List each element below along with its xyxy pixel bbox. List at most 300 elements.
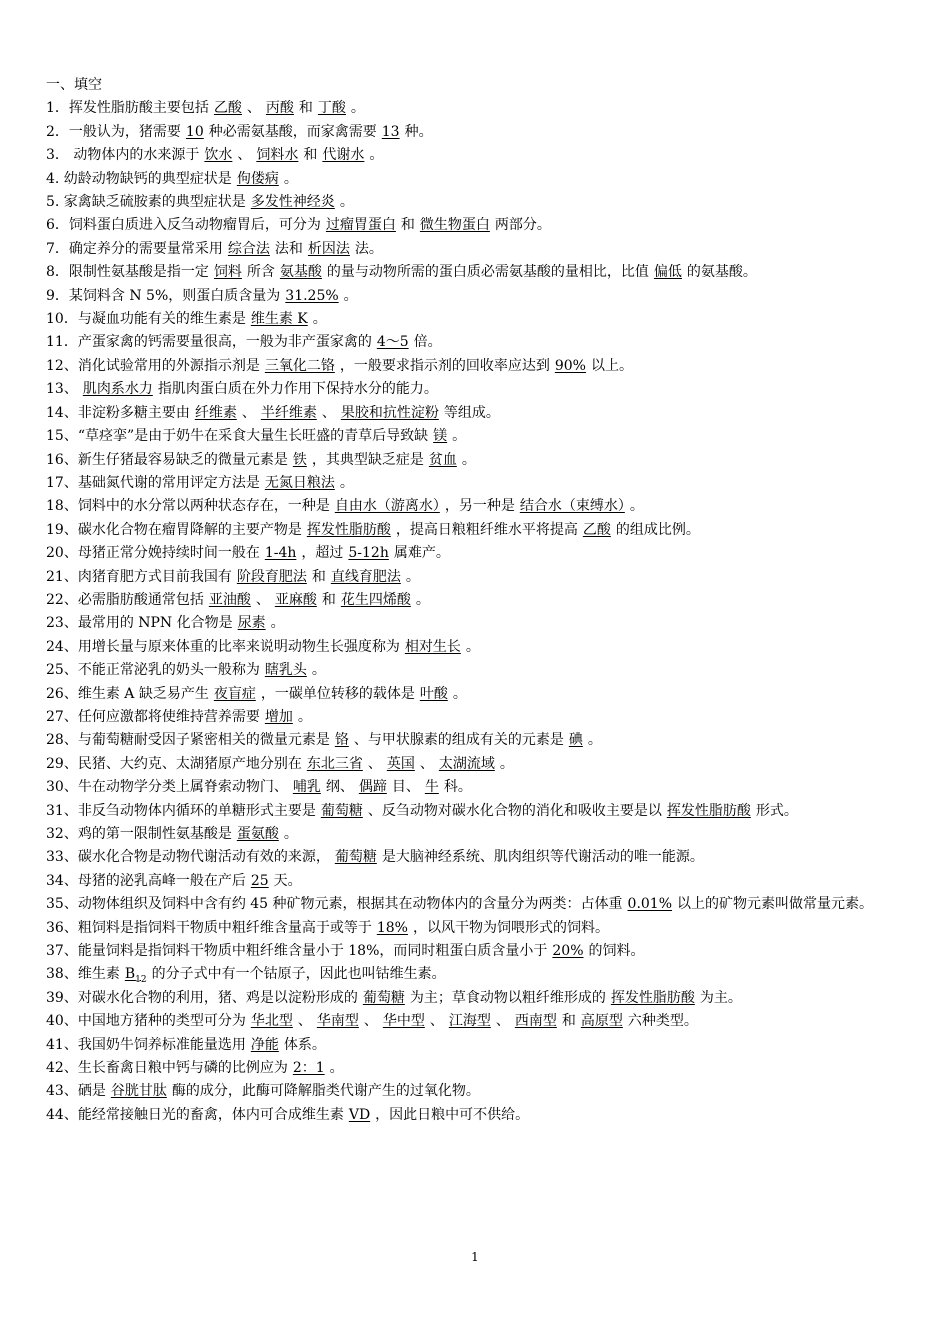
question-text: 。 bbox=[452, 685, 467, 702]
question-text: 纲、 bbox=[325, 779, 354, 796]
fill-blank-item bbox=[46, 214, 904, 237]
question-text: 。 bbox=[405, 568, 420, 585]
answer-text: 果胶和抗性淀粉 bbox=[340, 404, 439, 421]
answer-text: 尿素 bbox=[237, 615, 266, 632]
question-text: 的分子式中有一个钴原子，因此也叫钴维生素。 bbox=[151, 966, 446, 983]
answer-blank bbox=[106, 1083, 172, 1099]
answer-blank bbox=[232, 569, 312, 585]
question-text: 2．一般认为，猪需要 bbox=[46, 123, 181, 140]
question-text: 。 bbox=[312, 311, 327, 328]
question-text: ，其典型缺乏症是 bbox=[311, 451, 424, 468]
answer-text: 结合水（束缚水） bbox=[519, 498, 625, 515]
question-text: 34、母猪的泌乳高峰一般在产后 bbox=[46, 872, 246, 889]
question-text: 的组成比例。 bbox=[615, 521, 700, 538]
answer-text: 镁 bbox=[433, 428, 448, 445]
answer-blank bbox=[428, 428, 452, 444]
question-text: 和 bbox=[303, 147, 318, 164]
question-text: 。 bbox=[329, 1060, 344, 1077]
fill-blank-item bbox=[46, 519, 904, 542]
answer-blank bbox=[326, 569, 406, 585]
answer-blank bbox=[372, 920, 413, 936]
answer-blank bbox=[424, 452, 462, 468]
question-text: 30、牛在动物学分类上属脊索动物门、 bbox=[46, 779, 288, 796]
answer-blank bbox=[261, 100, 299, 116]
question-text: ，另一种是 bbox=[444, 498, 515, 515]
question-text: 、 bbox=[419, 755, 434, 772]
fill-blank-item bbox=[46, 776, 904, 799]
question-text: 。 bbox=[339, 194, 354, 211]
question-text: 、 bbox=[321, 404, 336, 421]
answer-text: VD bbox=[348, 1106, 371, 1123]
answer-blank bbox=[316, 803, 368, 819]
question-text: 种必需氨基酸，而家禽需要 bbox=[208, 123, 377, 140]
answer-text: 纤维素 bbox=[194, 404, 237, 421]
answer-text: 哺乳 bbox=[292, 779, 321, 796]
question-text: 38、维生素 bbox=[46, 966, 120, 983]
answer-blank bbox=[246, 1013, 298, 1029]
answer-blank bbox=[270, 592, 322, 608]
answer-blank bbox=[288, 1060, 330, 1076]
question-text: 、 bbox=[237, 147, 252, 164]
question-text: 7．确定养分的需要量常采用 bbox=[46, 240, 223, 257]
answer-blank bbox=[344, 1107, 375, 1123]
fill-blank-item bbox=[46, 495, 904, 518]
answer-text: 太湖流域 bbox=[438, 755, 495, 772]
answer-text: 增加 bbox=[264, 708, 293, 725]
answer-blank bbox=[354, 779, 392, 795]
question-text: 1．挥发性脂肪酸主要包括 bbox=[46, 100, 209, 117]
answer-text: 挥发性脂肪酸 bbox=[666, 802, 751, 819]
question-text: ，提高日粮粗纤维水平将提高 bbox=[395, 521, 578, 538]
question-text: 和 bbox=[321, 591, 336, 608]
question-text: 37、能量饲料是指饲料干物质中粗纤维含量小于 18%，而同时粗蛋白质含量小于 bbox=[46, 943, 548, 960]
question-text: 是大脑神经系统、肌肉组织等代谢活动的唯一能源。 bbox=[381, 849, 704, 866]
question-text: ，一碳单位转移的载体是 bbox=[260, 685, 415, 702]
answer-text: 江海型 bbox=[448, 1013, 491, 1030]
answer-blank bbox=[209, 686, 261, 702]
answer-text: 偶蹄 bbox=[358, 779, 387, 796]
answer-text: 饲料 bbox=[213, 264, 242, 281]
question-text: 26、维生素 A 缺乏易产生 bbox=[46, 685, 209, 702]
answer-text: 丁酸 bbox=[317, 100, 346, 117]
answer-text: 2：1 bbox=[292, 1060, 325, 1077]
fill-blank-item bbox=[46, 144, 904, 167]
question-text: 以上。 bbox=[590, 357, 633, 374]
section-heading: 一、填空 bbox=[46, 77, 102, 93]
answer-blank bbox=[246, 311, 313, 327]
question-text: 23、最常用的 NPN 化合物是 bbox=[46, 615, 233, 632]
answer-text: 葡萄糖 bbox=[334, 849, 377, 866]
answer-blank bbox=[420, 779, 444, 795]
answer-blank bbox=[382, 756, 420, 772]
question-text: 六种类型。 bbox=[627, 1013, 698, 1030]
answer-blank bbox=[302, 522, 396, 538]
question-text: 28、与葡萄糖耐受因子紧密相关的微量元素是 bbox=[46, 732, 330, 749]
question-text: 、 bbox=[367, 755, 382, 772]
fill-blank-item bbox=[46, 659, 904, 682]
question-text: 3． 动物体内的水来源于 bbox=[46, 147, 200, 164]
answer-blank bbox=[434, 756, 500, 772]
question-text: ，以风干物为饲喂形式的饲料。 bbox=[412, 919, 609, 936]
answer-text: 饲料水 bbox=[256, 147, 299, 164]
answer-blank bbox=[246, 1037, 284, 1053]
question-text: 。 bbox=[415, 591, 430, 608]
fill-blank-item bbox=[46, 472, 904, 495]
question-text: 5. 家禽缺乏硫胺素的典型症状是 bbox=[46, 194, 246, 211]
question-text: 。 bbox=[452, 428, 467, 445]
answer-text: 4～5 bbox=[376, 334, 409, 351]
question-text: 种。 bbox=[404, 123, 433, 140]
question-text: 。 bbox=[283, 170, 298, 187]
answer-text: 谷胱甘肽 bbox=[110, 1083, 167, 1100]
answer-text: 牛 bbox=[424, 779, 439, 796]
question-text: 和 bbox=[400, 217, 415, 234]
answer-blank bbox=[246, 194, 340, 210]
answer-text: 铬 bbox=[334, 732, 349, 749]
question-text: 25、不能正常泌乳的奶头一般称为 bbox=[46, 662, 260, 679]
answer-blank bbox=[232, 826, 284, 842]
question-text: 44、能经常接触日光的畜禽，体内可合成维生素 bbox=[46, 1106, 344, 1123]
question-text: 。 bbox=[311, 662, 326, 679]
question-text: 和 bbox=[298, 100, 313, 117]
answer-text: 氨基酸 bbox=[279, 264, 322, 281]
question-text: 指肌肉蛋白质在外力作用下保持水分的能力。 bbox=[157, 381, 438, 398]
fill-blank-item bbox=[46, 121, 904, 144]
fill-blank-item bbox=[46, 963, 904, 986]
question-text: 32、鸡的第一限制性氨基酸是 bbox=[46, 826, 232, 842]
answer-blank bbox=[330, 732, 354, 748]
answer-blank bbox=[251, 147, 303, 163]
fill-blank-item bbox=[46, 1057, 904, 1080]
question-text: 的量与动物所需的蛋白质必需氨基酸的量相比，比值 bbox=[326, 264, 649, 281]
question-text: 所含 bbox=[246, 264, 275, 281]
question-text: 天。 bbox=[273, 872, 302, 889]
question-text: 。 bbox=[339, 474, 354, 491]
answer-text: 挥发性脂肪酸 bbox=[610, 989, 695, 1006]
question-text: ，一般要求指示剂的回收率应达到 bbox=[339, 357, 550, 374]
answer-blank bbox=[515, 498, 630, 514]
question-text: 8．限制性氨基酸是指一定 bbox=[46, 264, 209, 281]
question-text: 11．产蛋家禽的钙需要量很高，一般为非产蛋家禽的 bbox=[46, 334, 372, 351]
answer-blank bbox=[378, 1013, 430, 1029]
answer-blank bbox=[223, 241, 275, 257]
answer-blank bbox=[232, 171, 284, 187]
answer-blank bbox=[358, 990, 410, 1006]
question-text: 22、必需脂肪酸通常包括 bbox=[46, 591, 204, 608]
answer-blank bbox=[288, 779, 326, 795]
question-text: 16、新生仔猪最容易缺乏的微量元素是 bbox=[46, 451, 288, 468]
fill-blank-item bbox=[46, 940, 904, 963]
answer-text: 半纤维素 bbox=[260, 404, 317, 421]
answer-blank bbox=[547, 943, 588, 959]
answer-blank bbox=[260, 662, 312, 678]
fill-blank-item bbox=[46, 378, 904, 401]
answer-text: 10 bbox=[185, 123, 204, 140]
answer-text: 0.01% bbox=[627, 896, 673, 913]
question-text: 。 bbox=[499, 755, 514, 772]
fill-blank-item bbox=[46, 542, 904, 565]
answer-text: 叶酸 bbox=[419, 685, 448, 702]
answer-blank bbox=[317, 147, 369, 163]
question-text: ，因此日粮中可不供给。 bbox=[375, 1106, 530, 1123]
question-text: 法和 bbox=[274, 240, 303, 257]
question-text: 31、非反刍动物体内循环的单糖形式主要是 bbox=[46, 802, 316, 819]
question-text: 、 bbox=[429, 1013, 444, 1030]
answer-text: 佝偻病 bbox=[236, 170, 279, 187]
answer-blank bbox=[662, 803, 756, 819]
answer-blank bbox=[343, 545, 393, 561]
question-text: 、反刍动物对碳水化合物的消化和吸收主要是以 bbox=[367, 802, 662, 819]
answer-text: 葡萄糖 bbox=[362, 989, 405, 1006]
answer-blank bbox=[256, 405, 322, 421]
answer-blank bbox=[78, 381, 158, 397]
answer-text: 华中型 bbox=[382, 1013, 425, 1030]
answer-blank bbox=[312, 1013, 364, 1029]
question-text: 10．与凝血功能有关的维生素是 bbox=[46, 311, 246, 328]
fill-blank-item bbox=[46, 238, 904, 261]
answer-text: 华南型 bbox=[316, 1013, 359, 1030]
fill-blank-item bbox=[46, 1034, 904, 1057]
fill-blank-item bbox=[46, 636, 904, 659]
answer-text: 直线育肥法 bbox=[330, 568, 401, 585]
question-text: 43、硒是 bbox=[46, 1083, 106, 1100]
answer-blank bbox=[209, 264, 247, 280]
answer-text: 瞎乳头 bbox=[264, 662, 307, 679]
question-text: 属难产。 bbox=[393, 545, 450, 562]
question-text: 39、对碳水化合物的利用，猪、鸡是以淀粉形成的 bbox=[46, 989, 358, 1006]
question-text: 4. 幼龄动物缺钙的典型症状是 bbox=[46, 170, 232, 187]
answer-text: 25 bbox=[250, 872, 269, 889]
answer-text: 维生素 K bbox=[250, 311, 308, 328]
question-text: 和 bbox=[311, 568, 326, 585]
answer-text: 18% bbox=[376, 919, 408, 936]
question-text: 。 bbox=[461, 451, 476, 468]
question-text: 42、生长畜禽日粮中钙与磷的比例应为 bbox=[46, 1060, 288, 1077]
question-text: ，超过 bbox=[301, 545, 344, 562]
fill-blank-item bbox=[46, 168, 904, 191]
answer-blank bbox=[623, 896, 677, 912]
answer-text: 东北三省 bbox=[306, 755, 363, 772]
fill-blank-item bbox=[46, 402, 904, 425]
question-text: 9．某饲料含 N 5%，则蛋白质含量为 bbox=[46, 287, 281, 304]
answer-blank bbox=[372, 334, 414, 350]
question-text: 。 bbox=[297, 708, 312, 725]
answer-text: 高原型 bbox=[580, 1013, 623, 1030]
question-text: 形式。 bbox=[755, 802, 798, 819]
answer-text: 净能 bbox=[250, 1036, 279, 1053]
answer-blank bbox=[415, 217, 495, 233]
question-text: 27、任何应激都将使维持营养需要 bbox=[46, 708, 260, 725]
question-text: 法。 bbox=[354, 240, 383, 257]
fill-blank-item bbox=[46, 331, 904, 354]
question-text: 两部分。 bbox=[494, 217, 551, 234]
answer-text: 无氮日粮法 bbox=[264, 474, 335, 491]
answer-text: 挥发性脂肪酸 bbox=[306, 521, 391, 538]
fill-blank-item bbox=[46, 285, 904, 308]
answer-blank bbox=[280, 288, 343, 304]
answer-text: 铁 bbox=[292, 451, 307, 468]
answer-blank bbox=[199, 147, 237, 163]
answer-text: 贫血 bbox=[428, 451, 457, 468]
answer-blank bbox=[303, 241, 355, 257]
answer-text: 亚油酸 bbox=[208, 591, 251, 608]
question-text: 、 bbox=[255, 591, 270, 608]
fill-blank-item bbox=[46, 917, 904, 940]
answer-text: 夜盲症 bbox=[213, 685, 256, 702]
answer-blank bbox=[400, 639, 466, 655]
fill-blank-item bbox=[46, 846, 904, 869]
answer-text: 花生四烯酸 bbox=[340, 591, 411, 608]
answer-text: 偏低 bbox=[653, 264, 682, 281]
question-text: 。 bbox=[629, 498, 644, 515]
answer-text: 饮水 bbox=[204, 147, 233, 164]
answer-text: 相对生长 bbox=[404, 638, 461, 655]
question-text: 33、碳水化合物是动物代谢活动有效的来源， bbox=[46, 849, 330, 866]
question-text: 、 bbox=[246, 100, 261, 117]
answer-text: 葡萄糖 bbox=[320, 802, 363, 819]
question-text: 酶的成分，此酶可降解脂类代谢产生的过氧化物。 bbox=[171, 1083, 480, 1100]
fill-blank-item bbox=[46, 589, 904, 612]
answer-blank bbox=[564, 732, 588, 748]
answer-blank bbox=[330, 849, 382, 865]
fill-blank-item bbox=[46, 1104, 904, 1127]
fill-blank-item bbox=[46, 753, 904, 776]
question-text: 6．饲料蛋白质进入反刍动物瘤胃后，可分为 bbox=[46, 217, 321, 234]
question-text: 。 bbox=[350, 100, 365, 117]
question-text: 倍。 bbox=[413, 334, 442, 351]
fill-blank-item bbox=[46, 729, 904, 752]
question-text: 35、动物体组织及饲料中含有约 45 种矿物元素，根据其在动物体内的含量分为两类：占体重 bbox=[46, 896, 623, 913]
question-text: 、 bbox=[297, 1013, 312, 1030]
fill-blank-item bbox=[46, 566, 904, 589]
fill-blank-item bbox=[46, 191, 904, 214]
answer-blank bbox=[550, 358, 591, 374]
answer-blank bbox=[377, 124, 405, 140]
answer-blank bbox=[649, 264, 687, 280]
answer-blank bbox=[576, 1013, 628, 1029]
question-text: 以上的矿物元素叫做常量元素。 bbox=[677, 896, 874, 913]
answer-blank bbox=[260, 475, 340, 491]
question-text: 41、我国奶牛饲养标准能量选用 bbox=[46, 1036, 246, 1053]
answer-blank bbox=[321, 217, 401, 233]
question-text: 和 bbox=[561, 1013, 576, 1030]
question-text: 19、碳水化合物在瘤胃降解的主要产物是 bbox=[46, 521, 302, 538]
question-text: 12、消化试验常用的外源指示剂是 bbox=[46, 357, 260, 374]
answer-text: 蛋氨酸 bbox=[236, 826, 279, 842]
question-list bbox=[46, 74, 904, 1127]
answer-blank bbox=[606, 990, 700, 1006]
question-text: 、 bbox=[241, 404, 256, 421]
answer-blank bbox=[415, 686, 453, 702]
answer-text: 析因法 bbox=[307, 240, 350, 257]
question-text: 、与甲状腺素的组成有关的元素是 bbox=[353, 732, 564, 749]
question-text: 目、 bbox=[391, 779, 420, 796]
answer-blank bbox=[313, 100, 351, 116]
question-text: 29、民猪、大约克、太湖猪原产地分别在 bbox=[46, 755, 302, 772]
fill-blank-item bbox=[46, 97, 904, 120]
answer-blank bbox=[275, 264, 327, 280]
question-text: 40、中国地方猪种的类型可分为 bbox=[46, 1013, 246, 1030]
answer-blank bbox=[260, 358, 340, 374]
answer-text: 碘 bbox=[568, 732, 583, 749]
answer-blank bbox=[190, 405, 242, 421]
answer-text: 三氧化二铬 bbox=[264, 357, 335, 374]
answer-text: 代谢水 bbox=[322, 147, 365, 164]
answer-text: 乙酸 bbox=[582, 521, 611, 538]
answer-text: 90% bbox=[554, 357, 586, 374]
question-text: 15、“草痉挛”是由于奶牛在采食大量生长旺盛的青草后导致缺 bbox=[46, 428, 429, 445]
answer-text: 5-12h bbox=[348, 545, 389, 562]
answer-text: 微生物蛋白 bbox=[419, 217, 490, 234]
answer-blank bbox=[510, 1013, 562, 1029]
question-text: 14、非淀粉多糖主要由 bbox=[46, 404, 190, 421]
question-text: 、 bbox=[495, 1013, 510, 1030]
answer-blank bbox=[578, 522, 616, 538]
fill-blank-item bbox=[46, 800, 904, 823]
answer-blank bbox=[233, 615, 271, 631]
answer-blank bbox=[260, 545, 302, 561]
question-text: 。 bbox=[587, 732, 602, 749]
answer-text: 自由水（游离水） bbox=[334, 498, 440, 515]
answer-text: 肌肉系水力 bbox=[82, 381, 153, 398]
question-text: 。 bbox=[369, 147, 384, 164]
question-text: 的饲料。 bbox=[588, 943, 645, 960]
question-text: 24、用增长量与原来体重的比率来说明动物生长强度称为 bbox=[46, 638, 400, 655]
question-text: 。 bbox=[343, 287, 358, 304]
fill-blank-item bbox=[46, 425, 904, 448]
answer-blank bbox=[302, 756, 368, 772]
question-text: 36、粗饲料是指饲料干物质中粗纤维含量高于或等于 bbox=[46, 919, 372, 936]
question-text: 18、饲料中的水分常以两种状态存在，一种是 bbox=[46, 498, 330, 515]
fill-blank-item bbox=[46, 1010, 904, 1033]
answer-blank bbox=[288, 452, 312, 468]
answer-text: 阶段育肥法 bbox=[236, 568, 307, 585]
question-text: 13、 bbox=[46, 381, 78, 398]
fill-blank-item bbox=[46, 1080, 904, 1103]
question-text: 21、肉猪育肥方式目前我国有 bbox=[46, 568, 232, 585]
question-text: 为主。 bbox=[699, 989, 742, 1006]
answer-text: 西南型 bbox=[514, 1013, 557, 1030]
answer-text: 丙酸 bbox=[265, 100, 294, 117]
question-text: 体系。 bbox=[283, 1036, 326, 1053]
question-text: 17、基础氮代谢的常用评定方法是 bbox=[46, 474, 260, 491]
answer-text: 过瘤胃蛋白 bbox=[325, 217, 396, 234]
question-text: 为主；草食动物以粗纤维形成的 bbox=[409, 989, 606, 1006]
question-text: 。 bbox=[465, 638, 480, 655]
answer-text: 综合法 bbox=[227, 240, 270, 257]
answer-blank bbox=[209, 100, 247, 116]
answer-blank bbox=[336, 405, 444, 421]
answer-text: 13 bbox=[381, 123, 400, 140]
fill-blank-item bbox=[46, 355, 904, 378]
answer-blank bbox=[330, 498, 445, 514]
answer-text: 20% bbox=[552, 943, 584, 960]
fill-blank-item bbox=[46, 449, 904, 472]
question-text: 、 bbox=[363, 1013, 378, 1030]
answer-blank bbox=[260, 709, 298, 725]
fill-blank-item bbox=[46, 612, 904, 635]
answer-text: 亚麻酸 bbox=[274, 591, 317, 608]
question-text: 的氨基酸。 bbox=[686, 264, 757, 281]
answer-text: B bbox=[124, 966, 136, 983]
page-number: 1 bbox=[471, 1250, 479, 1264]
answer-blank bbox=[204, 592, 256, 608]
answer-text: 华北型 bbox=[250, 1013, 293, 1030]
fill-blank-item bbox=[46, 870, 904, 893]
question-text: 等组成。 bbox=[443, 404, 500, 421]
answer-text: 英国 bbox=[386, 755, 415, 772]
answer-subscript: 12 bbox=[135, 975, 147, 986]
